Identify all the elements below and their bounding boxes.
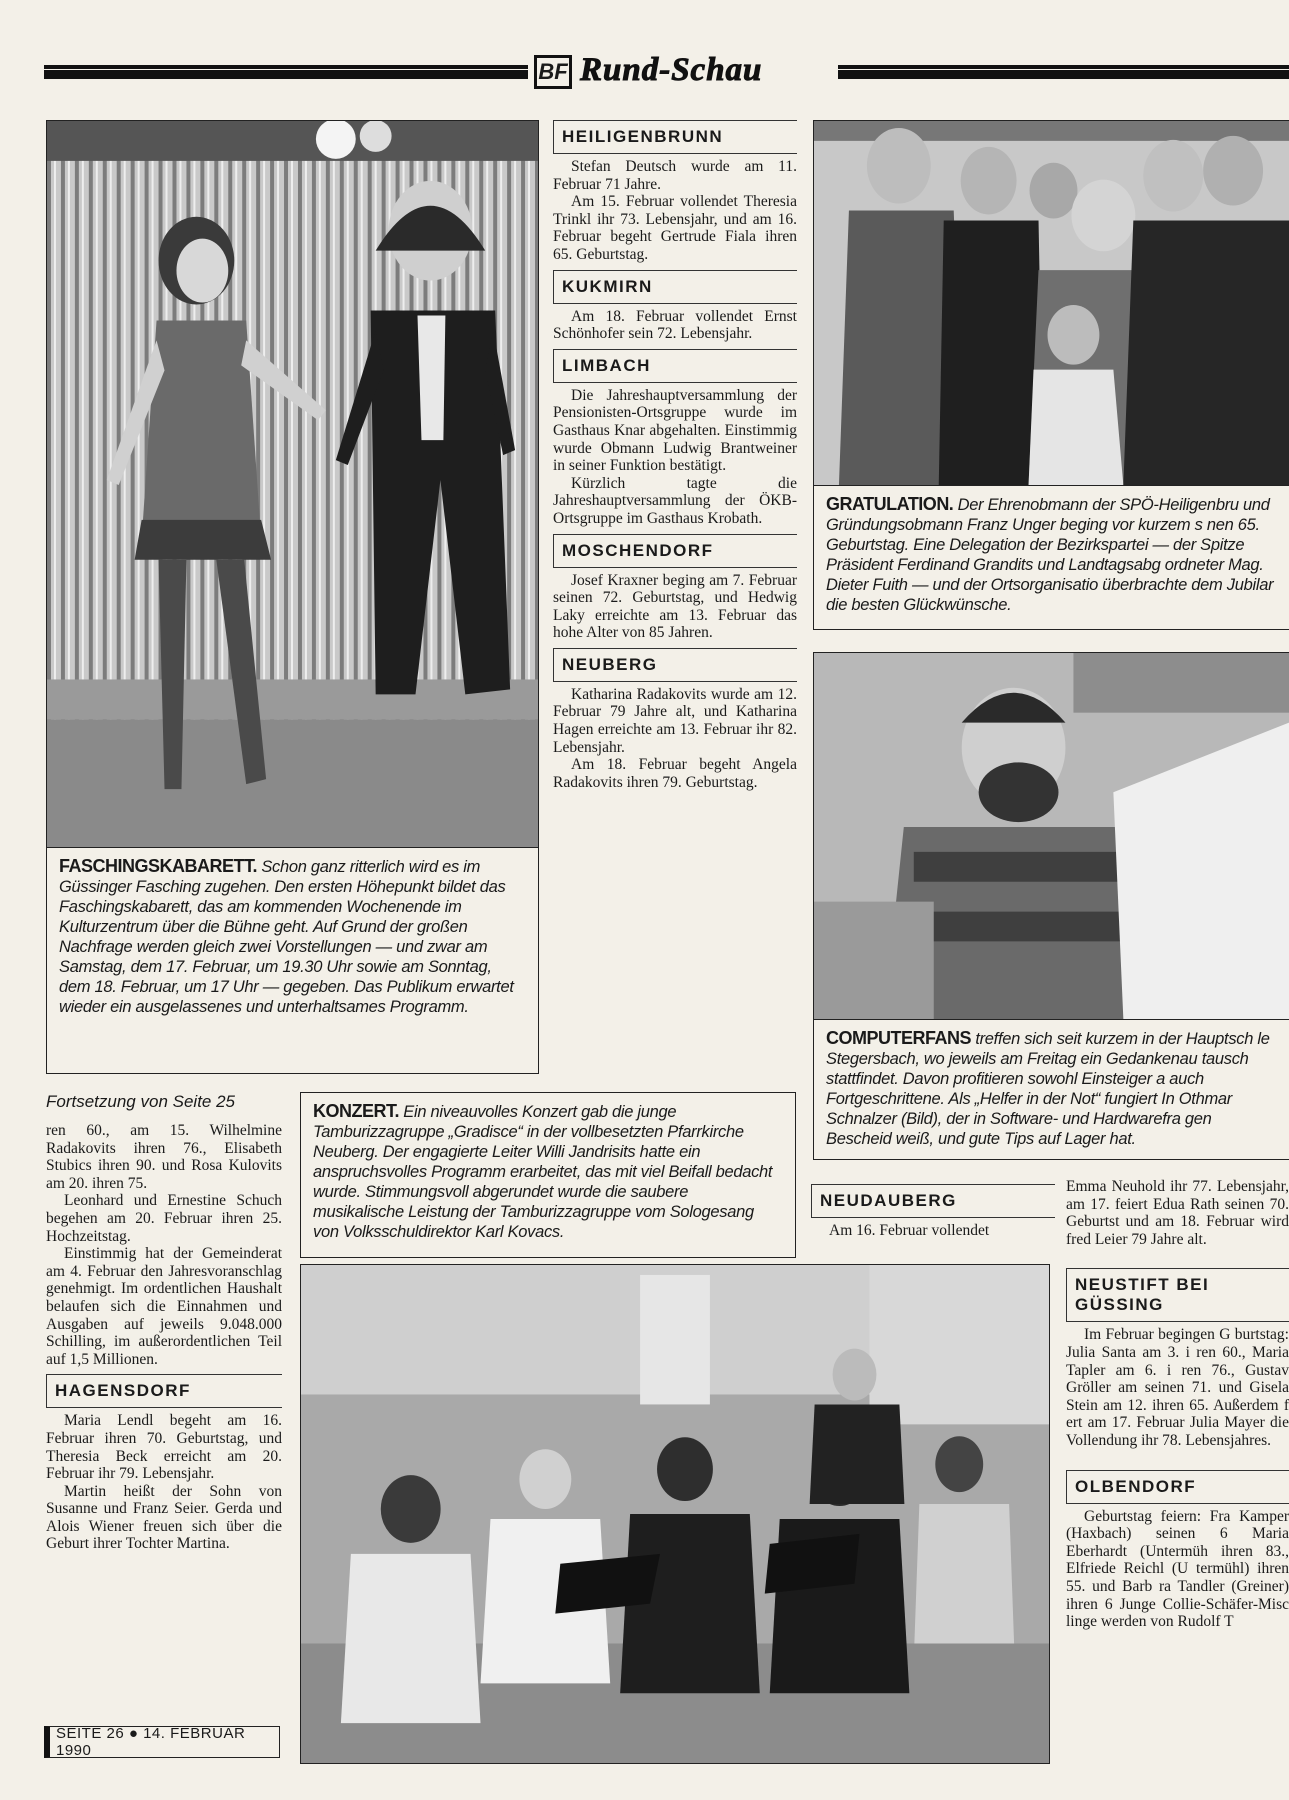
paragraph: Am 16. Februar vollendet (829, 1222, 990, 1239)
section-title: Rund-Schau (580, 52, 763, 88)
section-heading: NEUSTIFT BEI GÜSSING (1066, 1268, 1289, 1322)
paragraph: Martin heißt der Sohn von Susanne und Franz Seier. Gerda und Alois Wiener freuen sich über die Geburt ihrer Tochter Martina. (46, 1482, 282, 1553)
middle-column (553, 120, 797, 791)
page-folio: SEITE 26 ● 14. FEBRUAR 1990 (44, 1726, 280, 1758)
paragraph: Stefan Deutsch wurde am 11. Februar 71 Jahre. (553, 158, 797, 193)
caption-faschingskabarett (46, 848, 539, 1074)
left-column (46, 1092, 282, 1553)
section-heading: OLBENDORF (1066, 1470, 1289, 1504)
section-heading: KUKMIRN (553, 270, 797, 304)
masthead-rule-left (44, 65, 528, 79)
section-heading: HEILIGENBRUNN (553, 120, 797, 154)
paragraph: Die Jahreshauptversammlung der Pensionisten-Ortsgruppe wurde im Gasthaus Knar abgehalten. Einstimmig wurde Obmann Ludwig Brantweiner in seiner Funktion bestätigt. (553, 386, 797, 475)
caption-computerfans (813, 1020, 1289, 1160)
section-heading: MOSCHENDORF (553, 534, 797, 568)
paragraph: Im Februar begingen G burtstag: Julia Santa am 3. i ren 60., Maria Tapler am 6. i ren 76., Gustav Gröller am seinen 71. und Gisela Stein am 12. ihren 65. Außerdem f ert am 17. Februar Julia Mayer die Vollendung ihr 78. Lebensjahres. (1066, 1326, 1289, 1449)
paragraph: Josef Kraxner beging am 7. Februar seinen 72. Geburtstag, und Hedwig Laky erreichte am 13. Februar das hohe Alter von 85 Jahren. (553, 571, 797, 642)
caption-lead: KONZERT. (313, 1101, 399, 1121)
continued-note: Fortsetzung von Seite 25 (46, 1092, 236, 1111)
paragraph: Emma Neuhold ihr 77. Lebensjahr, am 17. feiert Edua Rath seinen 70. Geburtst und am 18. Februar wird fred Leier 79 Jahre alt. (1066, 1178, 1289, 1248)
caption-text: treffen sich seit kurzem in der Hauptsch le Stegersbach, wo jeweils am Freitag ein Gedankenau tausch stattfindet. Davon profitieren sowohl Einsteiger a auch Fortgeschrittene. Als „Helfer in der Not“ fungiert In Othmar Schnalzer (Bild), der in Software- und Hardwarefra gen Bescheid weiß, und gute Tips auf Lager hat. (826, 1030, 1270, 1148)
masthead-rule-right (838, 65, 1289, 79)
paragraph: Geburtstag feiern: Fra Kamper (Haxbach) seinen 6 Maria Eberhardt (Untermüh ihren 83., Elfriede Reichl (U termühl) ihren 55. und Barb ra Tandler (Greiner) ihren 6 Junge Collie-Schäfer-Misc linge werden von Rudolf T (1066, 1507, 1289, 1631)
section-heading: LIMBACH (553, 349, 797, 383)
bf-logo: BF (534, 55, 572, 89)
caption-lead: GRATULATION. (826, 494, 954, 514)
photo-gratulation (813, 120, 1289, 486)
caption-text: Schon ganz ritterlich wird es im Güssinger Fasching zugehen. Den ersten Höhepunkt bildet das Faschingskabarett, das am kommenden Wochenende im Kulturzentrum über die Bühne geht. Auf Grund der großen Nachfrage werden gleich zwei Vorstellungen — und zwar am Samstag, dem 17. Februar, um 19.30 Uhr sowie am Sonntag, dem 18. Februar, um 17 Uhr — gegeben. Das Publikum erwartet wieder ein ausgelassenes und unterhaltsames Programm. (59, 858, 514, 1016)
caption-text: Ein niveauvolles Konzert gab die junge Tamburizzagruppe „Gradisce“ in der vollbesetzten Pfarrkirche Neuberg. Der engagierte Leiter Willi Jandrisits hatte ein anspruchsvolles Programm erarbeitet, das mit viel Beifall bedacht wurde. Stimmungsvoll abgerundet wurde die saubere musikalische Leistung der Tamburizzagruppe vom Sologesang von Volksschuldirektor Karl Kovacs. (313, 1103, 773, 1241)
section-heading: NEUDAUBERG (811, 1184, 1055, 1218)
paragraph: Einstimmig hat der Gemeinderat am 4. Februar den Jahresvoranschlag genehmigt. Im ordentlichen Haushalt belaufen sich die Einnahmen und Ausgaben auf jeweils 9.048.000 Schilling, im außerordentlichen Teil auf 1,5 Millionen. (46, 1245, 282, 1368)
paragraph: Maria Lendl begeht am 16. Februar ihren 70. Geburtstag, und Theresia Beck erreicht am 20. Februar ihr 79. Lebensjahr. (46, 1412, 282, 1483)
section-heading: HAGENSDORF (46, 1374, 282, 1408)
paragraph: Leonhard und Ernestine Schuch begehen am 20. Februar ihren 25. Hochzeitstag. (46, 1192, 282, 1245)
section-heading: NEUBERG (553, 648, 797, 682)
caption-lead: COMPUTERFANS (826, 1028, 972, 1048)
caption-gratulation (813, 486, 1289, 630)
caption-lead: FASCHINGSKABARETT. (59, 856, 258, 876)
neudauberg-section (811, 1178, 1055, 1240)
right-column (1066, 1178, 1289, 1631)
paragraph: ren 60., am 15. Wilhelmine Radakovits ihren 76., Elisabeth Stubics ihren 90. und Rosa Kulovits am 20. ihren 75. (46, 1122, 282, 1192)
photo-computerfans (813, 652, 1289, 1020)
caption-konzert (300, 1092, 796, 1258)
paragraph: Am 18. Februar vollendet Ernst Schönhofer sein 72. Lebensjahr. (553, 307, 797, 343)
photo-konzert (300, 1264, 1050, 1764)
caption-text: Der Ehrenobmann der SPÖ-Heiligenbru und Gründungsobmann Franz Unger beging vor kurzem s nen 65. Geburtstag. Eine Delegation der Bezirkspartei — der Spitze Präsident Ferdinand Grandits und Landtagsabg ordneter Mag. Dieter Fuith — und der Ortsorganisatio überbrachte dem Jubilar die besten Glückwünsche. (826, 496, 1274, 614)
paragraph: Katharina Radakovits wurde am 12. Februar 79 Jahre alt, und Katharina Hagen erreichte am 13. Februar ihr 82. Lebensjahr. (553, 685, 797, 756)
paragraph: Am 18. Februar begeht Angela Radakovits ihren 79. Geburtstag. (553, 756, 797, 791)
paragraph: Am 15. Februar vollendet Theresia Trinkl ihr 73. Lebensjahr, und am 16. Februar begeht Gertrude Fiala ihren 65. Geburtstag. (553, 193, 797, 263)
paragraph: Kürzlich tagte die Jahreshauptversammlung der ÖKB-Ortsgruppe im Gasthaus Krobath. (553, 474, 797, 527)
photo-faschingskabarett (46, 120, 539, 848)
